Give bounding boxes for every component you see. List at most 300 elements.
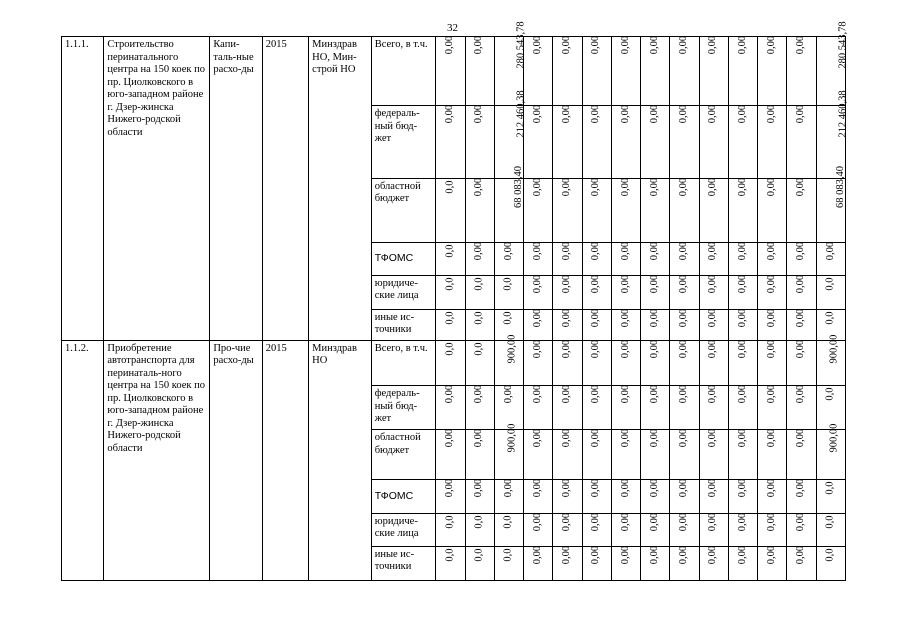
value-text: 0,00 bbox=[561, 105, 573, 124]
value-cell bbox=[611, 106, 640, 178]
value-cell bbox=[728, 37, 757, 106]
value-text: 0,00 bbox=[766, 308, 778, 327]
value-cell bbox=[436, 275, 465, 309]
value-cell bbox=[728, 106, 757, 178]
value-text: 0,0 bbox=[473, 342, 485, 356]
value-text: 0,0 bbox=[444, 342, 456, 356]
value-text: 0,0 bbox=[473, 548, 485, 562]
value-cell bbox=[553, 340, 582, 385]
value-cell bbox=[670, 106, 699, 178]
funding-source-label: областной бюджет bbox=[371, 178, 436, 242]
value-cell bbox=[787, 479, 816, 513]
value-cell bbox=[641, 546, 670, 580]
value-text: 0,00 bbox=[736, 35, 748, 55]
value-cell bbox=[699, 37, 728, 106]
value-text: 0,0 bbox=[444, 548, 456, 562]
value-cell bbox=[494, 546, 523, 580]
value-text: 0,00 bbox=[649, 512, 661, 531]
value-text: 0,0 bbox=[473, 277, 485, 291]
value-text: 0,00 bbox=[502, 478, 514, 497]
value-text: 0,00 bbox=[502, 384, 514, 404]
value-text: 0,00 bbox=[590, 177, 602, 196]
value-cell bbox=[611, 242, 640, 275]
value-cell bbox=[524, 275, 553, 309]
value-text: 0,00 bbox=[736, 339, 748, 358]
value-cell bbox=[582, 386, 611, 430]
value-text: 280 543,78 bbox=[837, 21, 849, 69]
value-text: 900,00 bbox=[506, 423, 518, 453]
value-text: 0,00 bbox=[619, 274, 631, 293]
value-text: 0,00 bbox=[795, 478, 807, 497]
value-text: 0,0 bbox=[502, 277, 514, 291]
value-cell bbox=[728, 479, 757, 513]
value-text: 0,00 bbox=[766, 512, 778, 531]
value-text: 0,00 bbox=[736, 177, 748, 196]
value-cell bbox=[582, 340, 611, 385]
table-row bbox=[62, 37, 846, 106]
value-text: 0,00 bbox=[561, 241, 573, 260]
value-cell bbox=[816, 546, 845, 580]
funding-source-label: иные ис-точники bbox=[371, 546, 436, 580]
value-cell bbox=[670, 513, 699, 546]
value-cell bbox=[641, 340, 670, 385]
value-text: 0,00 bbox=[649, 241, 661, 260]
value-text: 0,00 bbox=[561, 478, 573, 497]
value-cell bbox=[553, 106, 582, 178]
value-text: 0,00 bbox=[766, 105, 778, 124]
value-text: 0,00 bbox=[736, 274, 748, 293]
value-text: 0,0 bbox=[473, 515, 485, 529]
funding-source-label: Всего, в т.ч. bbox=[371, 37, 436, 106]
value-text: 212 460,38 bbox=[515, 90, 527, 138]
value-text: 0,00 bbox=[678, 241, 690, 260]
value-text: 900,00 bbox=[827, 423, 839, 453]
value-cell bbox=[582, 546, 611, 580]
value-text: 0,00 bbox=[795, 105, 807, 124]
value-text: 0,00 bbox=[619, 241, 631, 260]
funding-source-label: федераль-ный бюд-жет bbox=[371, 386, 436, 430]
value-cell bbox=[582, 37, 611, 106]
value-cell bbox=[728, 513, 757, 546]
value-cell bbox=[494, 423, 523, 480]
value-text: 0,00 bbox=[561, 35, 573, 55]
value-cell bbox=[553, 546, 582, 580]
value-cell bbox=[582, 242, 611, 275]
value-cell bbox=[787, 309, 816, 340]
value-text: 68 083,40 bbox=[512, 165, 524, 208]
value-cell bbox=[436, 546, 465, 580]
value-text: 0,00 bbox=[736, 241, 748, 260]
funding-source-label: Всего, в т.ч. bbox=[371, 340, 436, 385]
value-cell bbox=[465, 37, 494, 106]
value-text: 0,00 bbox=[795, 512, 807, 531]
value-cell bbox=[582, 430, 611, 480]
value-cell bbox=[611, 309, 640, 340]
value-cell bbox=[553, 275, 582, 309]
value-cell bbox=[758, 242, 787, 275]
value-cell bbox=[728, 275, 757, 309]
value-text: 0,00 bbox=[619, 105, 631, 124]
value-text: 0,00 bbox=[795, 545, 807, 565]
value-text: 0,00 bbox=[619, 478, 631, 497]
value-cell bbox=[758, 479, 787, 513]
value-cell bbox=[524, 386, 553, 430]
value-text: 900,00 bbox=[827, 334, 839, 364]
funding-source-label: иные ис-точники bbox=[371, 309, 436, 340]
value-cell bbox=[465, 340, 494, 385]
value-cell bbox=[728, 546, 757, 580]
value-text: 0,00 bbox=[649, 35, 661, 55]
value-text: 0,0 bbox=[502, 515, 514, 529]
funding-source-label: областной бюджет bbox=[371, 430, 436, 480]
value-cell bbox=[641, 479, 670, 513]
value-text: 0,00 bbox=[795, 384, 807, 404]
value-text: 0,00 bbox=[561, 308, 573, 327]
value-text: 0,00 bbox=[473, 478, 485, 497]
value-cell bbox=[436, 37, 465, 106]
value-text: 0,0 bbox=[444, 277, 456, 291]
value-cell bbox=[787, 242, 816, 275]
value-text: 0,00 bbox=[532, 105, 544, 124]
value-text: 0,00 bbox=[619, 384, 631, 404]
value-cell bbox=[816, 242, 845, 275]
value-cell bbox=[787, 430, 816, 480]
value-cell bbox=[758, 430, 787, 480]
value-cell bbox=[436, 106, 465, 178]
value-cell bbox=[553, 386, 582, 430]
executor: Минздрав НО bbox=[309, 340, 372, 580]
value-text: 0,00 bbox=[766, 177, 778, 196]
value-cell bbox=[553, 513, 582, 546]
value-text: 0,00 bbox=[707, 177, 719, 196]
value-text: 0,00 bbox=[795, 241, 807, 260]
value-text: 0,0 bbox=[444, 179, 456, 194]
value-text: 0,00 bbox=[590, 339, 602, 358]
value-text: 0,00 bbox=[649, 478, 661, 497]
value-cell bbox=[465, 430, 494, 480]
value-text: 0,00 bbox=[444, 35, 456, 55]
value-cell bbox=[758, 513, 787, 546]
value-text: 0,00 bbox=[766, 35, 778, 55]
value-text: 0,00 bbox=[766, 428, 778, 448]
value-text: 0,00 bbox=[649, 308, 661, 327]
value-cell bbox=[699, 275, 728, 309]
value-cell bbox=[553, 178, 582, 242]
value-cell bbox=[641, 430, 670, 480]
value-cell bbox=[699, 430, 728, 480]
value-cell bbox=[758, 546, 787, 580]
value-text: 0,00 bbox=[678, 177, 690, 196]
value-cell bbox=[524, 479, 553, 513]
value-cell bbox=[758, 275, 787, 309]
value-text: 0,00 bbox=[766, 274, 778, 293]
value-cell bbox=[699, 513, 728, 546]
value-text: 0,00 bbox=[444, 428, 456, 448]
value-cell bbox=[641, 386, 670, 430]
value-cell bbox=[728, 386, 757, 430]
value-text: 0,00 bbox=[444, 384, 456, 404]
value-cell bbox=[787, 37, 816, 106]
value-cell bbox=[699, 106, 728, 178]
value-text: 0,00 bbox=[619, 428, 631, 448]
value-cell bbox=[787, 106, 816, 178]
expense-type: Капи-таль-ные расхо-ды bbox=[210, 37, 262, 341]
executor: Минздрав НО, Мин-строй НО bbox=[309, 37, 372, 341]
value-text: 0,00 bbox=[824, 241, 836, 260]
value-cell bbox=[436, 178, 465, 242]
value-cell bbox=[641, 513, 670, 546]
value-cell bbox=[699, 242, 728, 275]
value-text: 0,00 bbox=[590, 478, 602, 497]
funding-source-label: федераль-ный бюд-жет bbox=[371, 106, 436, 178]
value-cell bbox=[787, 178, 816, 242]
value-cell bbox=[582, 309, 611, 340]
value-text: 0,00 bbox=[707, 105, 719, 124]
value-text: 0,0 bbox=[824, 387, 836, 401]
value-cell bbox=[524, 309, 553, 340]
value-cell bbox=[670, 430, 699, 480]
value-text: 0,00 bbox=[766, 478, 778, 497]
value-cell bbox=[611, 37, 640, 106]
measure-name: Приобретение автотранспорта для перинаталь-ного центра на 150 коек по пр. Циолковского в юго-западном районе г. Дзер-жинска Нижего-родской области bbox=[104, 340, 210, 580]
value-cell bbox=[611, 546, 640, 580]
value-text: 0,00 bbox=[707, 308, 719, 327]
value-cell bbox=[787, 275, 816, 309]
value-cell bbox=[524, 242, 553, 275]
value-cell bbox=[611, 430, 640, 480]
value-cell bbox=[787, 546, 816, 580]
value-text: 0,0 bbox=[444, 311, 456, 325]
value-text: 0,00 bbox=[707, 478, 719, 497]
value-cell bbox=[699, 340, 728, 385]
value-text: 0,0 bbox=[824, 548, 836, 562]
value-text: 0,00 bbox=[707, 512, 719, 531]
value-text: 0,00 bbox=[473, 384, 485, 404]
value-text: 0,00 bbox=[561, 177, 573, 196]
value-cell bbox=[611, 275, 640, 309]
value-text: 0,00 bbox=[795, 177, 807, 196]
value-cell bbox=[641, 242, 670, 275]
value-text: 0,00 bbox=[590, 105, 602, 124]
value-cell bbox=[465, 479, 494, 513]
value-text: 0,00 bbox=[532, 428, 544, 448]
expense-type: Про-чие расхо-ды bbox=[210, 340, 262, 580]
value-text: 0,00 bbox=[561, 428, 573, 448]
value-cell bbox=[524, 430, 553, 480]
value-text: 0,00 bbox=[649, 545, 661, 565]
value-cell bbox=[465, 513, 494, 546]
funding-source-label: ТФОМС bbox=[371, 242, 436, 275]
value-cell bbox=[728, 309, 757, 340]
year: 2015 bbox=[262, 340, 308, 580]
value-text: 0,00 bbox=[707, 35, 719, 55]
value-cell bbox=[641, 178, 670, 242]
value-cell bbox=[758, 106, 787, 178]
value-text: 0,00 bbox=[532, 384, 544, 404]
value-text: 0,00 bbox=[590, 241, 602, 260]
value-cell bbox=[436, 386, 465, 430]
value-text: 0,00 bbox=[766, 545, 778, 565]
funding-source-label: юридиче-ские лица bbox=[371, 275, 436, 309]
value-text: 0,00 bbox=[532, 339, 544, 358]
value-cell bbox=[611, 340, 640, 385]
value-text: 0,00 bbox=[678, 274, 690, 293]
value-text: 212 460,38 bbox=[837, 90, 849, 138]
value-text: 0,00 bbox=[766, 241, 778, 260]
value-text: 0,00 bbox=[532, 274, 544, 293]
value-cell bbox=[816, 165, 846, 242]
value-text: 0,0 bbox=[473, 311, 485, 325]
value-text: 0,00 bbox=[707, 545, 719, 565]
value-text: 0,0 bbox=[502, 311, 514, 325]
value-text: 0,00 bbox=[473, 177, 485, 196]
value-cell bbox=[670, 546, 699, 580]
value-cell bbox=[758, 178, 787, 242]
value-text: 0,00 bbox=[678, 35, 690, 55]
value-cell bbox=[758, 309, 787, 340]
value-cell bbox=[670, 479, 699, 513]
value-text: 0,00 bbox=[590, 545, 602, 565]
value-cell bbox=[582, 178, 611, 242]
value-text: 0,00 bbox=[619, 339, 631, 358]
value-cell bbox=[465, 275, 494, 309]
value-cell bbox=[641, 275, 670, 309]
value-text: 0,00 bbox=[678, 478, 690, 497]
value-text: 0,00 bbox=[678, 384, 690, 404]
value-text: 0,00 bbox=[736, 545, 748, 565]
value-cell bbox=[465, 309, 494, 340]
value-cell bbox=[670, 340, 699, 385]
value-cell bbox=[465, 106, 494, 178]
value-text: 0,0 bbox=[444, 244, 456, 258]
value-text: 0,00 bbox=[532, 35, 544, 55]
value-cell bbox=[494, 242, 523, 275]
value-cell bbox=[582, 275, 611, 309]
value-cell bbox=[728, 430, 757, 480]
value-text: 0,00 bbox=[619, 512, 631, 531]
value-cell bbox=[758, 37, 787, 106]
value-text: 68 083,40 bbox=[834, 165, 846, 208]
value-text: 0,00 bbox=[561, 384, 573, 404]
value-cell bbox=[494, 275, 523, 309]
value-text: 0,00 bbox=[561, 274, 573, 293]
value-text: 0,00 bbox=[795, 35, 807, 55]
value-text: 0,00 bbox=[619, 545, 631, 565]
value-text: 0,00 bbox=[590, 308, 602, 327]
value-text: 0,00 bbox=[649, 384, 661, 404]
value-text: 0,00 bbox=[736, 478, 748, 497]
value-cell bbox=[728, 242, 757, 275]
value-cell bbox=[611, 386, 640, 430]
value-text: 0,00 bbox=[736, 105, 748, 124]
measure-name: Строительство перинатального центра на 150 коек по пр. Циолковского в юго-западном районе г. Дзер-жинска Нижего-родской области bbox=[104, 37, 210, 341]
value-cell bbox=[465, 178, 494, 242]
row-number: 1.1.1. bbox=[62, 37, 104, 341]
value-text: 0,00 bbox=[707, 339, 719, 358]
value-cell bbox=[436, 430, 465, 480]
value-cell bbox=[816, 423, 845, 480]
value-text: 0,00 bbox=[678, 545, 690, 565]
value-cell bbox=[494, 513, 523, 546]
value-text: 0,00 bbox=[532, 512, 544, 531]
funding-source-label: ТФОМС bbox=[371, 479, 436, 513]
value-text: 0,00 bbox=[707, 274, 719, 293]
value-cell bbox=[699, 386, 728, 430]
value-text: 0,00 bbox=[590, 512, 602, 531]
value-text: 0,00 bbox=[766, 384, 778, 404]
value-text: 0,00 bbox=[678, 428, 690, 448]
value-cell bbox=[436, 242, 465, 275]
value-text: 0,00 bbox=[678, 512, 690, 531]
value-text: 0,00 bbox=[532, 545, 544, 565]
funding-source-label: юридиче-ские лица bbox=[371, 513, 436, 546]
value-text: 0,00 bbox=[532, 177, 544, 196]
value-text: 0,00 bbox=[649, 105, 661, 124]
value-cell bbox=[524, 546, 553, 580]
value-cell bbox=[553, 37, 582, 106]
value-cell bbox=[436, 309, 465, 340]
value-cell bbox=[641, 37, 670, 106]
value-text: 0,00 bbox=[649, 339, 661, 358]
value-text: 0,00 bbox=[590, 428, 602, 448]
value-text: 0,00 bbox=[619, 35, 631, 55]
value-text: 0,00 bbox=[766, 339, 778, 358]
value-cell bbox=[494, 165, 524, 242]
value-text: 0,00 bbox=[736, 384, 748, 404]
value-cell bbox=[699, 546, 728, 580]
value-text: 0,00 bbox=[590, 384, 602, 404]
value-cell bbox=[582, 479, 611, 513]
value-cell bbox=[524, 106, 553, 178]
value-cell bbox=[670, 178, 699, 242]
row-number: 1.1.2. bbox=[62, 340, 104, 580]
value-cell bbox=[670, 386, 699, 430]
value-text: 0,0 bbox=[824, 515, 836, 529]
value-cell bbox=[670, 275, 699, 309]
value-cell bbox=[465, 546, 494, 580]
value-text: 0,00 bbox=[590, 274, 602, 293]
value-cell bbox=[699, 178, 728, 242]
value-text: 0,00 bbox=[444, 478, 456, 497]
value-cell bbox=[436, 340, 465, 385]
value-cell bbox=[699, 309, 728, 340]
value-text: 0,00 bbox=[795, 428, 807, 448]
value-text: 0,00 bbox=[707, 384, 719, 404]
value-text: 900,00 bbox=[506, 334, 518, 364]
value-text: 0,00 bbox=[649, 428, 661, 448]
value-cell bbox=[553, 479, 582, 513]
value-cell bbox=[758, 386, 787, 430]
value-cell bbox=[494, 334, 523, 385]
value-text: 0,00 bbox=[561, 512, 573, 531]
value-text: 0,00 bbox=[532, 478, 544, 497]
value-cell bbox=[816, 479, 845, 513]
value-cell bbox=[699, 479, 728, 513]
page-number: 32 bbox=[447, 22, 458, 34]
value-cell bbox=[582, 513, 611, 546]
value-cell bbox=[553, 430, 582, 480]
value-cell bbox=[553, 309, 582, 340]
value-cell bbox=[670, 37, 699, 106]
value-text: 0,00 bbox=[795, 308, 807, 327]
value-text: 0,00 bbox=[736, 428, 748, 448]
value-text: 0,0 bbox=[444, 515, 456, 529]
value-cell bbox=[758, 340, 787, 385]
value-cell bbox=[524, 37, 553, 106]
value-text: 0,00 bbox=[707, 241, 719, 260]
value-text: 0,00 bbox=[561, 545, 573, 565]
value-text: 0,00 bbox=[678, 339, 690, 358]
